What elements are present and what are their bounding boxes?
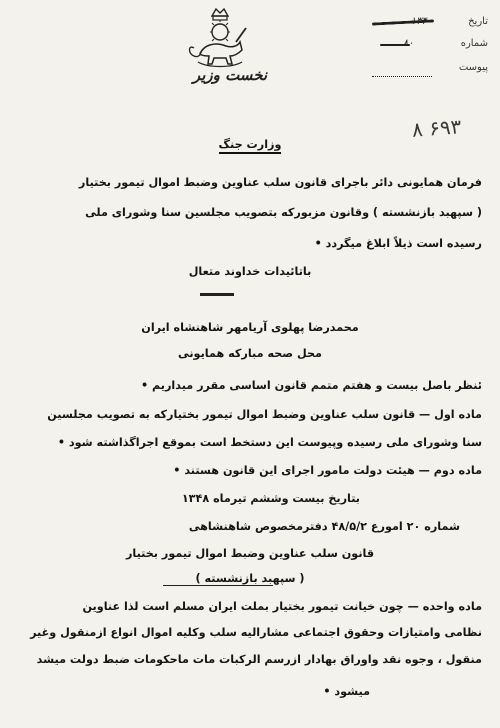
seal-line: محل صحه مبارکه همایونی	[178, 347, 322, 360]
intro-line-1: فرمان همایونی دائر باجرای قانون سلب عناوین وضبط اموال تیمور بختیار	[78, 176, 482, 189]
law-title: قانون سلب عناوین وضبط اموال تیمور بختیار	[125, 547, 375, 560]
date-line: بتاریخ بیست وششم تیرماه ۱۳۴۸	[181, 492, 360, 505]
single-article-line-3: منقول ، وجوه نقد واوراق بهادار ازرسم الرکبات مات ماحکومات ضبط دولت میشد	[36, 653, 482, 666]
registry-line: شماره ۲۰ امورع ۴۸/۵/۲ دفترمخصوص شاهنشاهی	[188, 520, 460, 533]
office-title: نخست وزیر	[192, 66, 268, 84]
date-label: تاریخ	[468, 16, 488, 27]
single-article-line-1: ماده واحده — چون خیانت تیمور بختیار بملت ایران مسلم است لذا عناوین	[82, 600, 482, 613]
subtitle-underline	[163, 585, 273, 586]
attachment-label: پیوست	[458, 62, 488, 73]
number-handwriting-scribble	[380, 44, 410, 46]
attachment-field	[368, 62, 488, 73]
law-subtitle: ( سپهبد بازنشسته )	[195, 572, 305, 585]
single-article-line-4: میشود •	[323, 685, 370, 698]
intro-line-3: رسیده است ذیلاً ابلاغ میگردد •	[314, 237, 482, 250]
shah-name-line: محمدرضا پهلوی آریامهر شاهنشاه ایران	[141, 321, 359, 334]
decree-line: ئنظر باصل بیست و هفتم متمم قانون اساسی مقرر میداریم •	[140, 379, 482, 392]
article-two-line: ماده دوم — هیئت دولت مامور اجرای این قانون هستند •	[173, 464, 482, 477]
attachment-dotted-line	[372, 76, 432, 77]
lion-and-sun-emblem-icon	[180, 6, 260, 72]
intro-line-2: ( سپهبد بازنشسته ) وقانون مزبورکه بتصویب مجلسین سنا وشورای ملی	[85, 206, 482, 219]
ministry-heading: وزارت جنگ	[0, 137, 500, 152]
invocation-line: باتائیدات خداوند متعال	[188, 265, 312, 278]
number-value: ۸۰	[402, 38, 414, 49]
article-one-line-2: سنا وشورای ملی رسیده وپیوست این دستخط است بموقع اجراگذاشته شود •	[57, 436, 482, 449]
article-one-line-1: ماده اول — قانون سلب عناوین وضبط اموال تیمور بختیارکه به تصویب مجلسین	[47, 408, 482, 421]
date-value: ۱۳۴	[410, 16, 427, 27]
number-label: شماره	[460, 38, 488, 49]
margin-number: ۸ ۶۹۳	[411, 114, 463, 142]
separator-rule	[200, 293, 234, 296]
single-article-line-2: نظامی وامتیازات وحقوق اجتماعی مشارالیه سلب وکلیه اموال انواع ازمنقول وغیر	[30, 626, 482, 639]
